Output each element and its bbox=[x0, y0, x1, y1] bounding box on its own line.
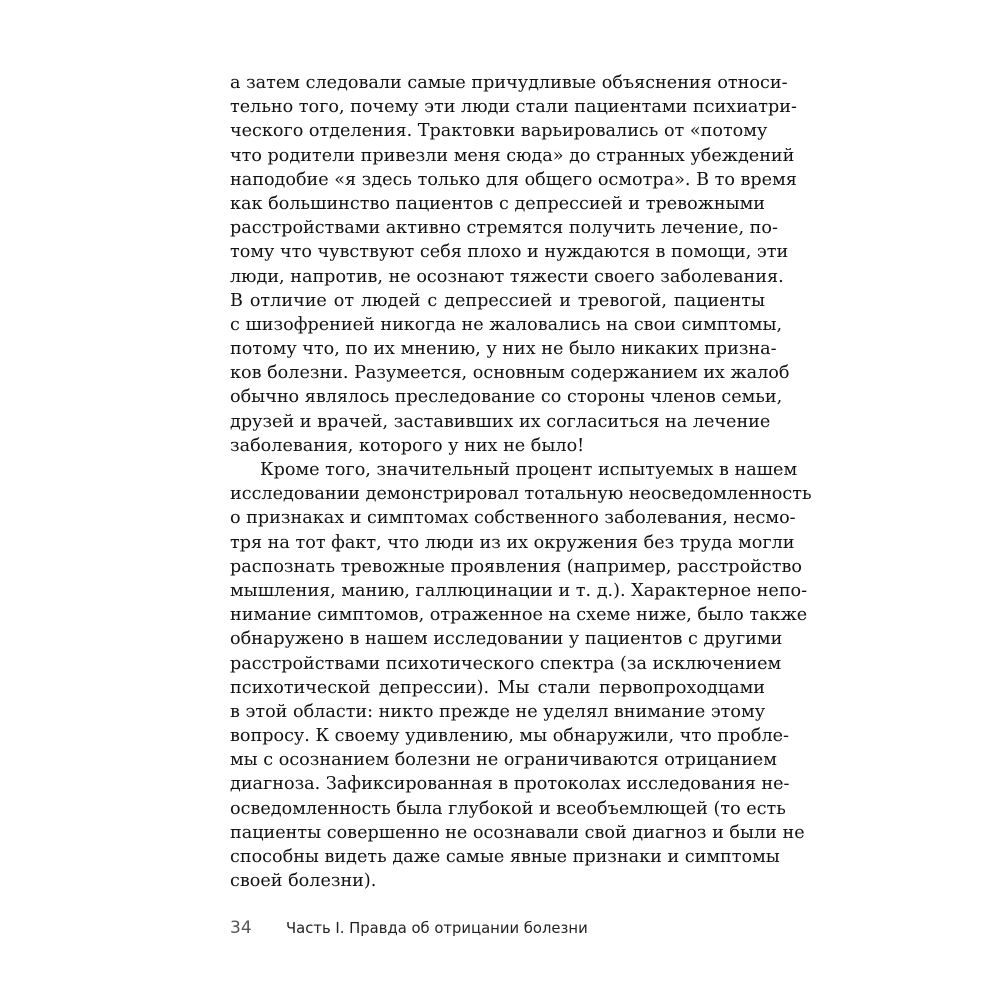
text-line: Кроме того, значительный процент испытуемых в нашем bbox=[260, 460, 798, 480]
text-line: в этой области: никто прежде не уделял внимание этому bbox=[230, 701, 766, 722]
running-head: Часть I. Правда об отрицании болезни bbox=[286, 920, 588, 937]
text-line: В отличие от людей с депрессией и тревогой, пациенты bbox=[230, 290, 765, 311]
page-number: 34 bbox=[230, 918, 252, 938]
text-line: с шизофренией никогда не жаловались на свои симптомы, bbox=[230, 314, 783, 335]
text-line: диагноза. Зафиксированная в протоколах исследования не- bbox=[230, 774, 790, 795]
text-line: нимание симптомов, отраженное на схеме ниже, было также bbox=[230, 605, 808, 626]
text-line: люди, напротив, не осознают тяжести своего заболевания. bbox=[230, 266, 784, 287]
text-line: распознать тревожные проявления (например, расстройство bbox=[230, 556, 802, 577]
text-line: мы с осознанием болезни не ограничиваются отрицанием bbox=[230, 750, 777, 771]
text-line: обычно являлось преследование со стороны членов семьи, bbox=[230, 387, 783, 408]
text-line: своей болезни). bbox=[230, 871, 377, 892]
text-line: о признаках и симптомах собственного заболевания, несмо- bbox=[230, 508, 796, 529]
text-line: расстройствами активно стремятся получить лечение, по- bbox=[230, 218, 778, 239]
text-line: мышления, манию, галлюцинации и т. д.). Характерное непо- bbox=[230, 580, 808, 601]
text-line: друзей и врачей, заставивших их согласиться на лечение bbox=[230, 411, 771, 432]
text-line: что родители привезли меня сюда» до странных убеждений bbox=[230, 145, 795, 166]
text-line: способны видеть даже самые явные признаки и симптомы bbox=[230, 847, 780, 867]
text-line: наподобие «я здесь только для общего осмотра». В то время bbox=[230, 169, 797, 190]
text-line: расстройствами психотического спектра (за исключением bbox=[230, 653, 782, 674]
text-line: тря на тот факт, что люди из их окружения без труда могли bbox=[230, 532, 795, 553]
text-line: ческого отделения. Трактовки варьировались от «потому bbox=[230, 121, 768, 142]
page-body bbox=[230, 71, 812, 893]
text-line: осведомленность была глубокой и всеобъемлющей (то есть bbox=[230, 798, 786, 819]
text-line: ков болезни. Разумеется, основным содержанием их жалоб bbox=[230, 363, 790, 384]
text-line: психотической депрессии). Мы стали первопроходцами bbox=[230, 677, 765, 698]
text-line: как большинство пациентов с депрессией и тревожными bbox=[230, 193, 765, 214]
text-line: пациенты совершенно не осознавали свой диагноз и были не bbox=[230, 822, 805, 843]
paragraph-2 bbox=[230, 458, 812, 893]
text-line: потому что, по их мнению, у них не было никаких призна- bbox=[230, 339, 777, 360]
text-line: заболевания, которого у них не было! bbox=[230, 435, 585, 456]
text-line: тельно того, почему эти люди стали пациентами психиатри- bbox=[230, 97, 797, 118]
paragraph-1 bbox=[230, 71, 797, 458]
text-line: обнаружено в нашем исследовании у пациентов с другими bbox=[230, 629, 783, 650]
page-footer bbox=[230, 915, 765, 941]
text-line: исследовании демонстрировал тотальную неосведомленность bbox=[230, 484, 812, 505]
text-line: тому что чувствуют себя плохо и нуждаются в помощи, эти bbox=[230, 242, 789, 263]
text-line: вопросу. К своему удивлению, мы обнаружили, что пробле- bbox=[230, 726, 789, 747]
text-line: а затем следовали самые причудливые объяснения относи- bbox=[230, 73, 788, 93]
